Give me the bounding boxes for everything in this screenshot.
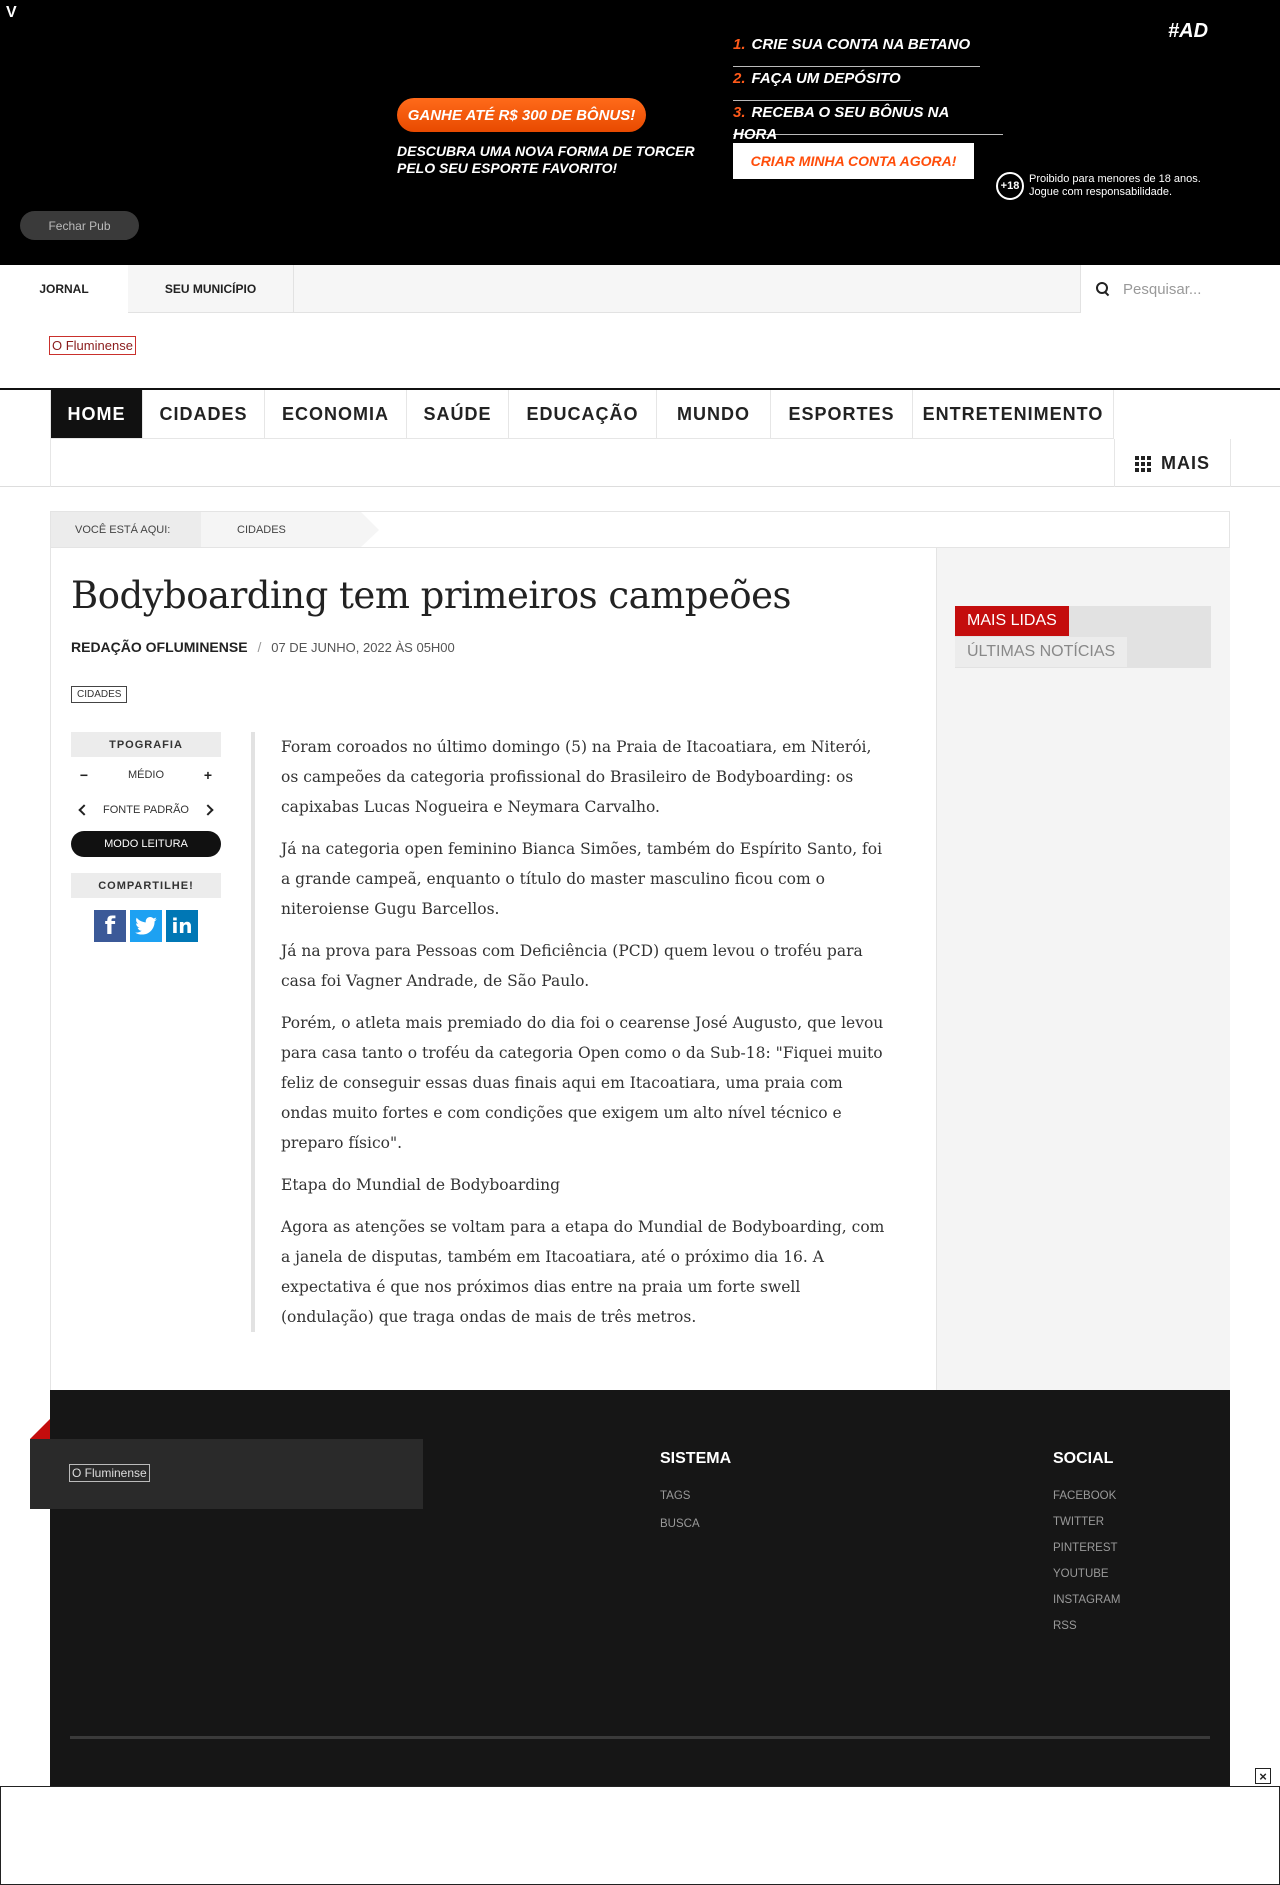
footer-link-tags[interactable]: TAGS [660, 1490, 691, 1502]
search-icon[interactable] [1095, 281, 1111, 297]
footer-accent [30, 1419, 50, 1439]
article-byline [71, 639, 455, 655]
sidebar [936, 548, 1230, 1390]
sidebar-tabs [955, 606, 1211, 668]
bottom-ad[interactable] [0, 1786, 1280, 1885]
tab-seu-municipio[interactable]: SEU MUNICÍPIO [128, 265, 294, 313]
ad-steps [733, 34, 1003, 143]
ad-cta-button[interactable]: CRIAR MINHA CONTA AGORA! [733, 143, 974, 179]
share-buttons [71, 910, 221, 942]
close-ad-button[interactable]: Fechar Pub [20, 211, 139, 240]
footer-divider [70, 1736, 1210, 1739]
footer-social [1053, 1450, 1121, 1646]
article-paragraph: Foram coroados no último domingo (5) na Praia de Itacoatiara, em Niterói, os campeões da categoria profissional do Brasileiro de Bodyboarding: os capixabas Lucas Nogueira e Neymara Carvalho. [281, 738, 872, 816]
age-restriction-icon: +18 [996, 172, 1024, 200]
decrease-font-button[interactable]: − [79, 766, 89, 783]
main-nav [0, 388, 1280, 487]
article-paragraph: Já na categoria open feminino Bianca Simões, também do Espírito Santo, foi a grande campeã, enquanto o título do master masculino ficou com o niteroiense Gugu Barcellos. [281, 840, 883, 918]
nav-item-educacao[interactable]: EDUCAÇÃO [509, 390, 657, 439]
nav-more-button[interactable]: MAIS [1114, 439, 1231, 487]
footer-link-youtube[interactable]: YOUTUBE [1053, 1568, 1109, 1580]
ad-step: 3. RECEBA O SEU BÔNUS NA HORA [733, 102, 1003, 135]
footer-link-busca[interactable]: BUSCA [660, 1518, 700, 1530]
font-size-label: MÉDIO [127, 768, 165, 781]
read-mode-button[interactable]: MODO LEITURA [71, 831, 221, 857]
category-tag[interactable]: CIDADES [71, 686, 127, 703]
footer-link-pinterest[interactable]: PINTEREST [1053, 1542, 1118, 1554]
tab-mais-lidas[interactable]: MAIS LIDAS [955, 606, 1069, 636]
footer-sistema [660, 1450, 731, 1546]
tab-ultimas-noticias[interactable]: ÚLTIMAS NOTÍCIAS [955, 637, 1127, 667]
ad-tagline-line-1: DESCUBRA UMA NOVA FORMA DE TORCER [397, 143, 695, 159]
nav-item-entretenimento[interactable]: ENTRETENIMENTO [913, 390, 1114, 439]
nav-item-esportes[interactable]: ESPORTES [771, 390, 913, 439]
footer-link-instagram[interactable]: INSTAGRAM [1053, 1594, 1121, 1606]
article-tools [71, 732, 221, 942]
font-family-control [71, 792, 221, 827]
article-paragraph: Porém, o atleta mais premiado do dia foi o cearense José Augusto, que levou para casa tanto o troféu da categoria Open como o da Sub-18: "Fiquei muito feliz de conseguir essas duas finais aqui em Itacoatiara, uma praia com ondas muito fortes e com condições que exigem um alto nível técnico e preparo físico". [281, 1014, 884, 1152]
article-author[interactable]: REDAÇÃO OFLUMINENSE [71, 639, 248, 655]
close-icon[interactable]: × [1255, 1768, 1271, 1784]
nav-item-mundo[interactable]: MUNDO [657, 390, 771, 439]
ad-tag: #AD [1168, 20, 1209, 42]
search-box [1080, 265, 1280, 313]
ad-step: 1. CRIE SUA CONTA NA BETANO [733, 34, 980, 67]
nav-item-cidades[interactable]: CIDADES [143, 390, 265, 439]
chevron-left-icon[interactable] [77, 803, 91, 817]
ad-tagline-line-2: PELO SEU ESPORTE FAVORITO! [397, 160, 618, 176]
article-body [251, 732, 891, 1332]
article-paragraph: Agora as atenções se voltam para a etapa do Mundial de Bodyboarding, com a janela de disputas, também em Itacoatiara, até o próximo dia 16. A expectativa é que nos próximos dias entre na praia um forte swell (ondulação) que traga ondas de mais de três metros. [281, 1218, 885, 1326]
font-size-control [71, 757, 221, 792]
byline-separator: / [257, 639, 262, 655]
article-content [50, 548, 1230, 1390]
article-title: Bodyboarding tem primeiros campeões [71, 574, 792, 617]
top-bar [0, 265, 1280, 313]
typography-heading: TPOGRAFIA [71, 732, 221, 757]
article-paragraph: Já na prova para Pessoas com Deficiência (PCD) quem levou o troféu para casa foi Vagner Andrade, de São Paulo. [281, 942, 863, 990]
ad-step: 2. FAÇA UM DEPÓSITO [733, 68, 911, 101]
breadcrumb-label: VOCÊ ESTÁ AQUI: [51, 512, 201, 547]
footer-link-twitter[interactable]: TWITTER [1053, 1516, 1105, 1528]
search-input[interactable] [1123, 281, 1273, 298]
linkedin-icon[interactable]: in [166, 910, 198, 942]
article-subheading: Etapa do Mundial de Bodyboarding [281, 1176, 561, 1194]
footer-logo[interactable]: O Fluminense [69, 1464, 150, 1482]
ad-bonus-badge[interactable]: GANHE ATÉ R$ 300 DE BÔNUS! [397, 98, 646, 132]
footer-link-facebook[interactable]: FACEBOOK [1053, 1490, 1117, 1502]
ad-tagline [397, 143, 717, 177]
breadcrumb [50, 511, 1230, 548]
article-date: 07 DE JUNHO, 2022 ÀS 05H00 [271, 640, 455, 655]
footer-sistema-title: SISTEMA [660, 1450, 732, 1467]
footer-social-title: SOCIAL [1053, 1450, 1114, 1467]
nav-item-economia[interactable]: ECONOMIA [265, 390, 407, 439]
ad-v-logo: V [6, 4, 17, 21]
footer-link-rss[interactable]: RSS [1053, 1620, 1077, 1632]
share-heading: COMPARTILHE! [71, 873, 221, 898]
chevron-right-icon[interactable] [201, 803, 215, 817]
twitter-icon[interactable] [130, 910, 162, 942]
nav-item-home[interactable]: HOME [51, 390, 143, 439]
ad-warning: Proibido para menores de 18 anos. Jogue com responsabilidade. [1029, 173, 1201, 198]
tab-jornal[interactable]: JORNAL [0, 265, 128, 313]
site-logo[interactable]: O Fluminense [49, 336, 136, 355]
nav-item-saude[interactable]: SAÚDE [407, 390, 509, 439]
ad-banner[interactable] [0, 0, 1280, 265]
grid-icon [1135, 456, 1151, 470]
increase-font-button[interactable]: + [203, 766, 213, 783]
facebook-icon[interactable]: f [94, 910, 126, 942]
font-family-label: FONTE PADRÃO [103, 803, 189, 816]
breadcrumb-item-cidades[interactable]: CIDADES [201, 512, 361, 547]
